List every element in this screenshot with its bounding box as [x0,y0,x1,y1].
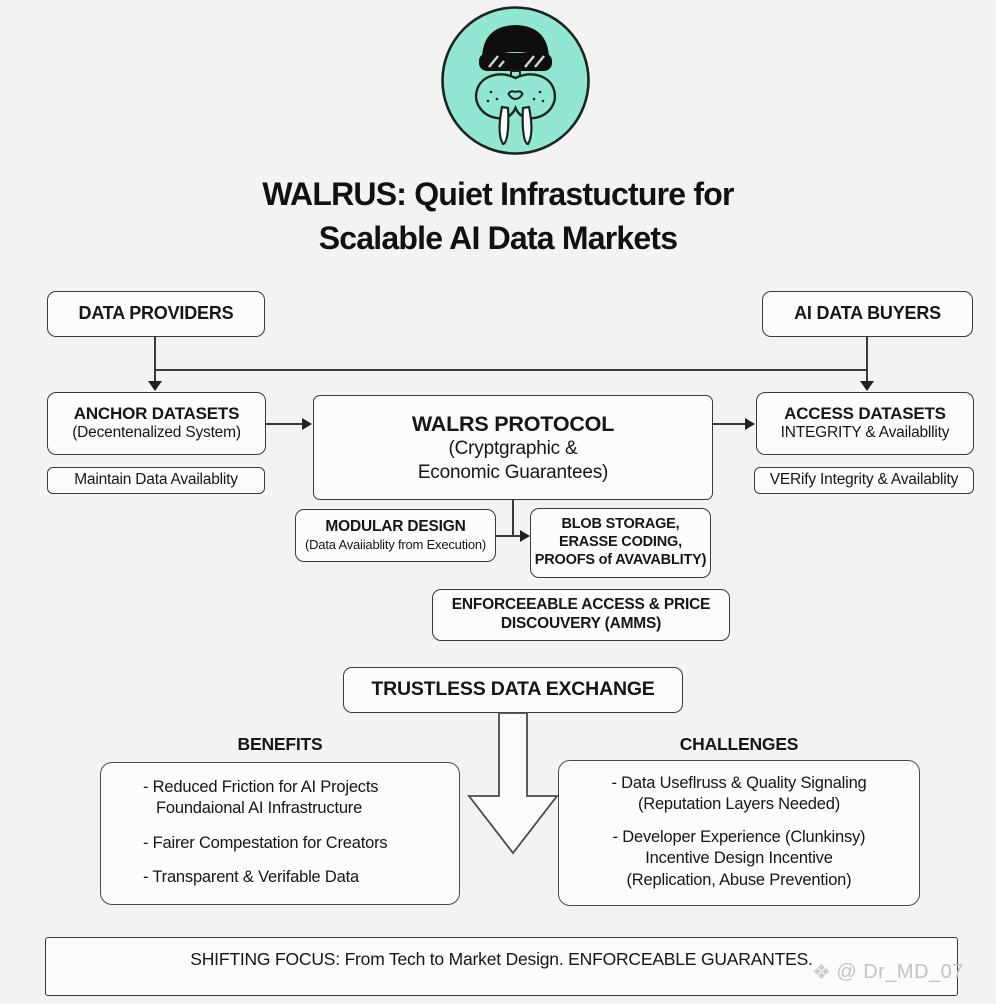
access-datasets-title: ACCESS DATASETS [784,403,946,423]
arrowhead-right-to-protocol-icon [302,418,312,430]
ai-data-buyers-box [762,291,973,337]
challenges-heading: CHALLENGES [679,734,799,754]
benefits-heading: BENEFITS [237,734,323,754]
benefit-item-line: - Fairer Compestation for Creators [143,833,388,852]
benefit-item [143,833,387,854]
watermark [812,960,964,985]
connector-providers-anchor [154,337,156,383]
blob-storage-line3: PROOFS of AVAVABLITY) [534,551,707,568]
anchor-datasets-title: ANCHOR DATASETS [73,403,240,423]
arrowhead-down-right-icon [860,381,874,391]
challenge-item [613,827,866,891]
anchor-datasets-subtitle: (Decentenalized System) [72,424,241,442]
challenges-box [558,760,920,906]
walrus-protocol-box [313,395,713,500]
data-providers-label: DATA PROVIDERS [78,303,234,324]
benefit-item [143,867,359,888]
ai-data-buyers-label: AI DATA BUYERS [794,303,941,324]
challenge-item-line: (Replication, Abuse Prevention) [626,870,852,889]
connector-modular-blob [496,535,522,537]
page-title-line1: WALRUS: Quiet Infrastucture for [262,176,734,212]
walrus-with-sunglasses-icon [439,4,592,157]
access-datasets-subtitle: INTEGRITY & Availabllity [780,424,950,442]
diamond-icon: ❖ [812,961,832,984]
benefits-box [100,762,460,905]
challenge-item-line: - Data Useflruss & Quality Signaling [611,774,867,792]
modular-design-box [295,509,496,562]
data-providers-box [47,291,265,337]
connector-cross-link [155,369,867,371]
benefit-item-line: Foundaional AI Infrastructure [156,799,363,818]
maintain-availability-label: Maintain Data Availablity [74,471,238,489]
trustless-exchange-box [343,667,683,713]
modular-design-subtitle: (Data Avaiiablity from Execution) [304,537,487,553]
arrowhead-down-left-icon [148,381,162,391]
challenge-item-line: - Developer Experience (Clunkinsy) [612,827,866,846]
arrowhead-right-to-blob-icon [520,530,530,542]
benefit-item-line: - Reduced Friction for AI Projects [143,778,379,796]
walrus-protocol-title: WALRS PROTOCOL [411,412,615,437]
maintain-availability-box [47,467,265,494]
enforceable-access-line1: ENFORCEEABLE ACCESS & PRICE [451,596,711,614]
benefit-item [143,777,378,820]
walrus-logo [439,4,592,157]
blob-storage-line2: ERASSE CODING, [559,534,682,551]
arrowhead-right-to-access-icon [745,418,755,430]
page-title-line2: Scalable AI Data Markets [318,220,678,257]
anchor-datasets-box [47,392,266,455]
challenge-item [611,773,866,816]
challenge-item-line: (Reputation Layers Needed) [637,795,841,814]
footer-text: SHIFTING FOCUS: From Tech to Market Design. ENFORCEABLE GUARANTES. [190,948,813,969]
enforceable-access-line2: DISCOUVERY (AMMS) [500,615,662,632]
benefit-item-line: - Transparent & Verifable Data [143,868,359,887]
access-datasets-box [756,392,974,455]
connector-protocol-access [713,423,747,425]
connector-anchor-protocol [266,423,304,425]
connector-buyers-access [866,337,868,383]
verify-integrity-label: VERify Integrity & Availablity [769,471,959,489]
verify-integrity-box [754,467,974,494]
modular-design-title: MODULAR DESIGN [325,518,466,536]
walrus-protocol-line2: (Cryptgraphic & [448,438,578,460]
page-title [0,172,996,260]
challenge-item-line: Incentive Design Incentive [645,849,833,868]
watermark-handle: @ Dr_MD_07 [836,961,964,983]
connector-protocol-down [512,500,514,537]
trustless-exchange-label: TRUSTLESS DATA EXCHANGE [371,678,655,701]
walrus-protocol-line3: Economic Guarantees) [417,461,609,483]
enforceable-access-box [432,589,730,641]
blob-storage-line1: BLOB STORAGE, [561,516,680,533]
blob-storage-box [530,508,711,578]
